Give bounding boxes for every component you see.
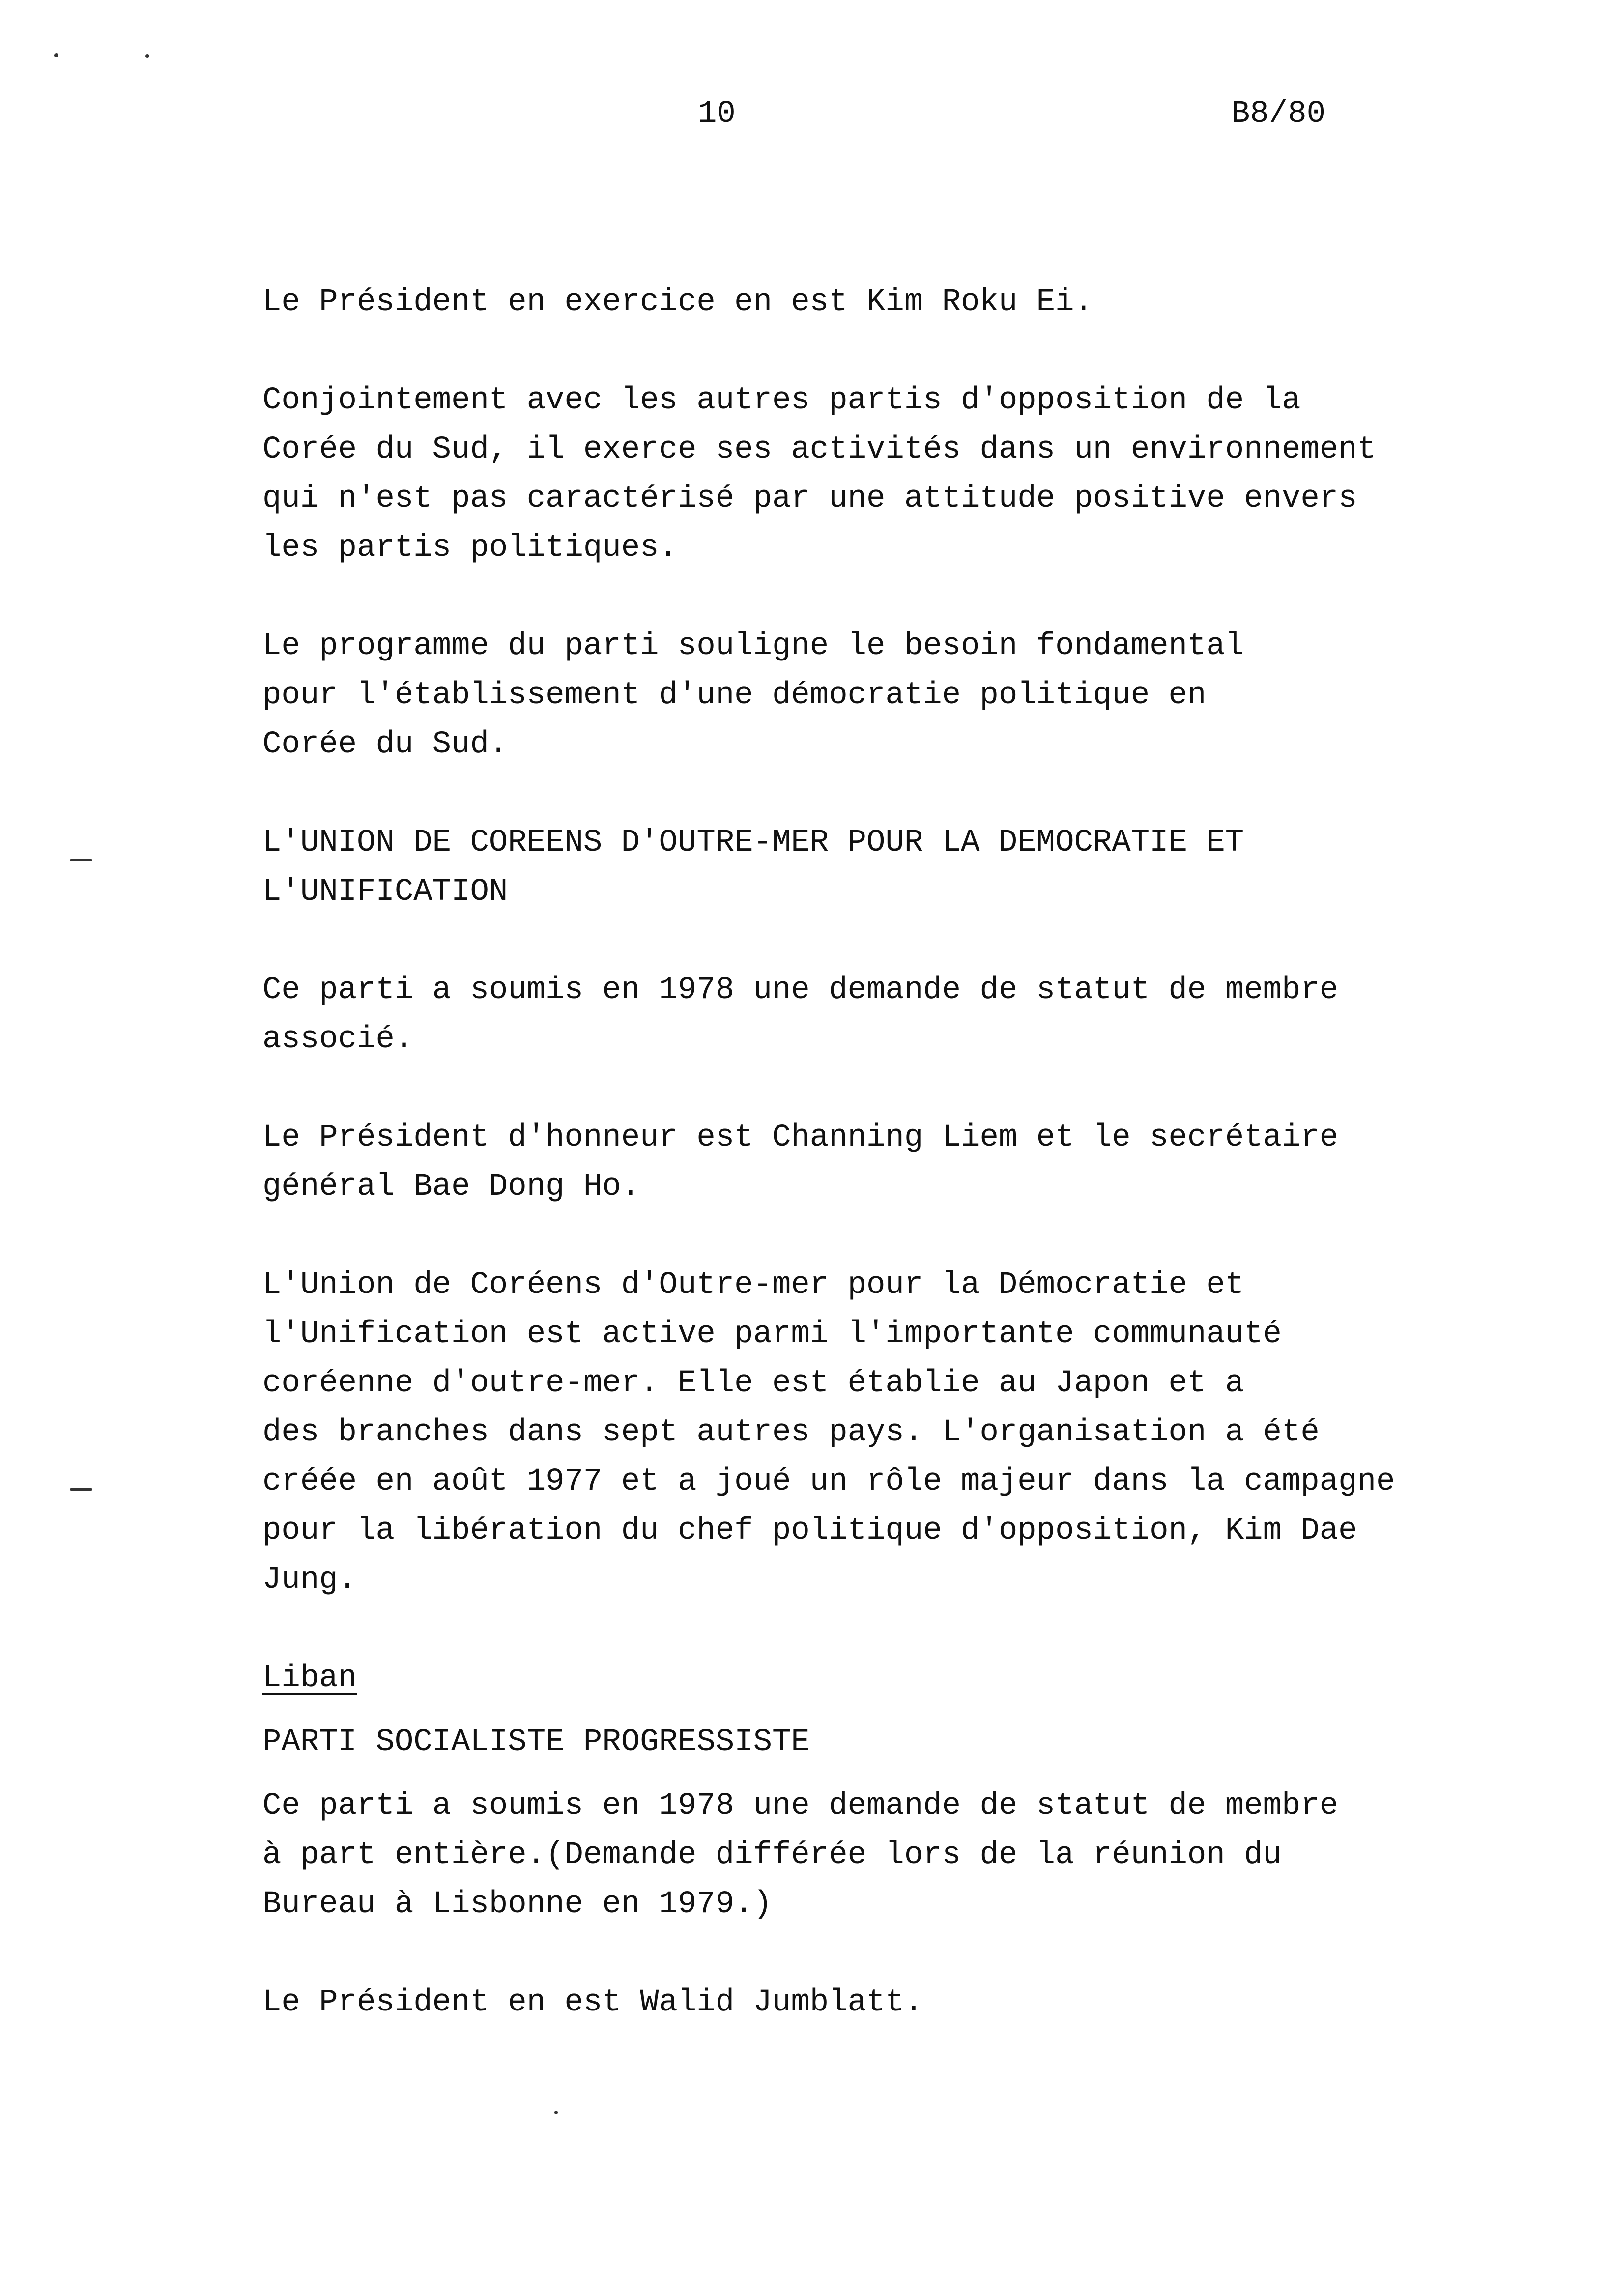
paragraph-president-in-office: Le Président en exercice en est Kim Roku Ei. (262, 285, 1093, 320)
document-body (262, 278, 1501, 2027)
document-reference: B8/80 (1231, 96, 1326, 132)
margin-mark (70, 859, 92, 861)
paragraph-union-description: L'Union de Coréens d'Outre-mer pour la Démocratie et l'Unification est active parmi l'importante communauté coréenne d'outre-mer. Elle est établie au Japon et a des branches dans sept autres pays. L'organisation a été créée en août 1977 et a joué un rôle majeur dans la campagne pour la libération du chef politique d'opposition, Kim Dae Jung. (262, 1267, 1395, 1598)
section-heading-union: L'UNION DE COREENS D'OUTRE-MER POUR LA DEMOCRATIE ET L'UNIFICATION (262, 825, 1244, 910)
scan-speck (145, 54, 149, 58)
paragraph-psp-president: Le Président en est Walid Jumblatt. (262, 1985, 923, 2020)
paragraph-honorary-president: Le Président d'honneur est Channing Liem et le secrétaire général Bae Dong Ho. (262, 1120, 1339, 1205)
paragraph-opposition-context: Conjointement avec les autres partis d'opposition de la Corée du Sud, il exerce ses activités dans un environnement qui n'est pas caractérisé par une attitude positive envers les partis politiques. (262, 383, 1376, 566)
scan-speck (554, 2111, 558, 2114)
scan-speck (54, 53, 58, 57)
page-number: 10 (698, 96, 736, 132)
paragraph-associate-application: Ce parti a soumis en 1978 une demande de statut de membre associé. (262, 973, 1339, 1057)
paragraph-full-member-application: Ce parti a soumis en 1978 une demande de statut de membre à part entière.(Demande différée lors de la réunion du Bureau à Lisbonne en 1979.) (262, 1788, 1339, 1922)
paragraph-party-programme: Le programme du parti souligne le besoin fondamental pour l'établissement d'une démocratie politique en Corée du Sud. (262, 629, 1244, 762)
margin-mark (70, 1488, 92, 1491)
section-heading-psp: PARTI SOCIALISTE PROGRESSISTE (262, 1724, 810, 1760)
country-heading-liban: Liban (262, 1661, 357, 1696)
